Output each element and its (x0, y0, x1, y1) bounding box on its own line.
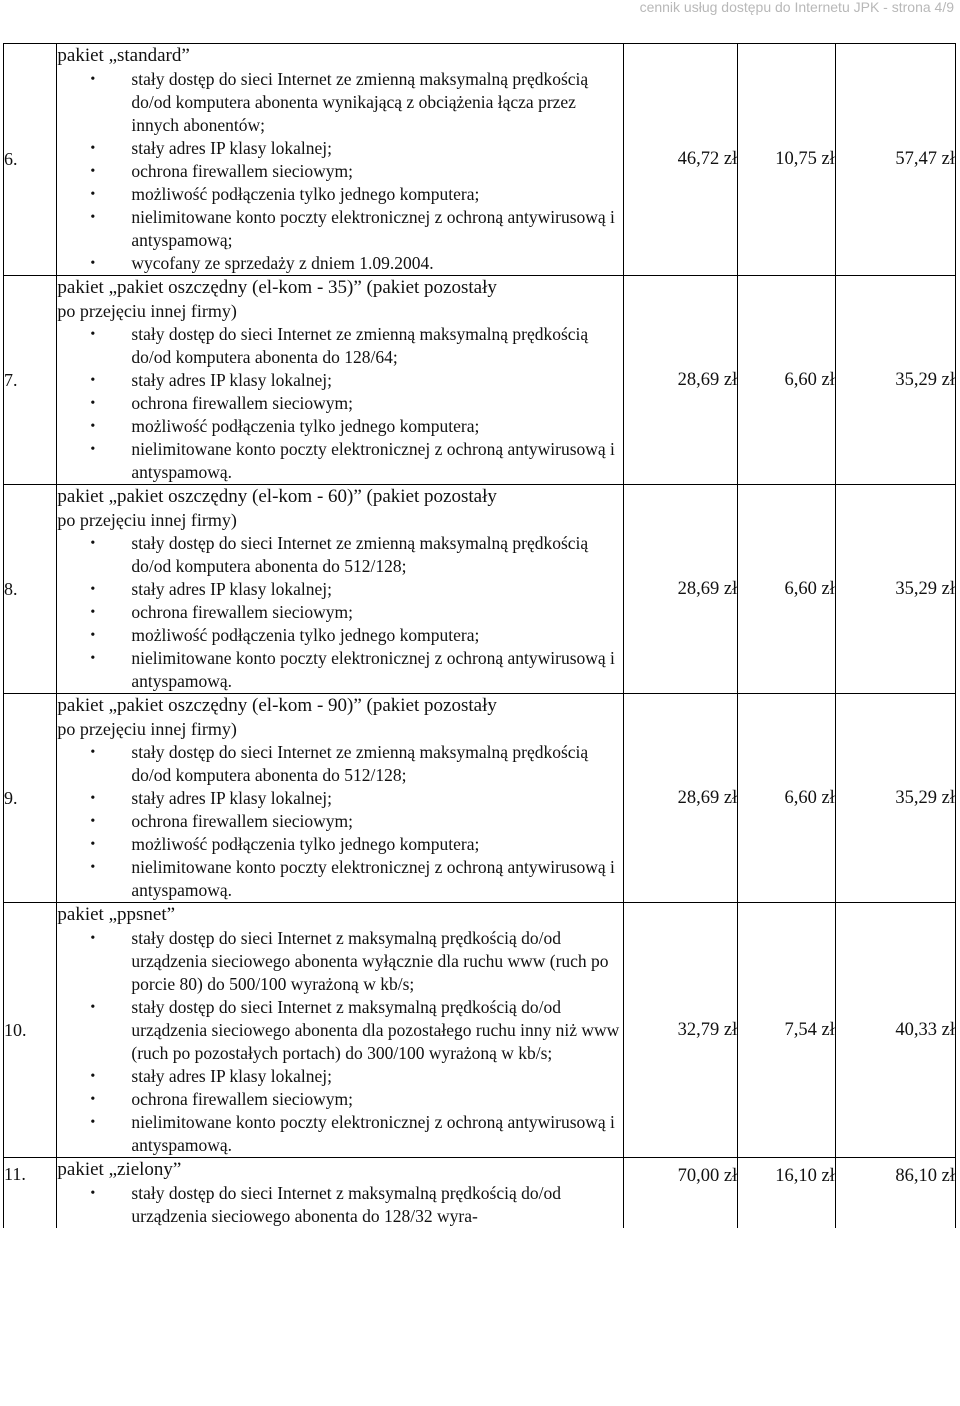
feature-item (57, 206, 623, 252)
feature-text: nielimitowane konto poczty elektronicznej z ochroną antywirusową i antyspamową. (131, 439, 615, 482)
table-row (4, 694, 956, 903)
package-description (57, 44, 624, 276)
bullet-icon: • (90, 582, 96, 597)
feature-item (57, 183, 623, 206)
feature-item (57, 1111, 623, 1157)
feature-text: stały adres IP klasy lokalnej; (131, 1066, 332, 1086)
feature-item (57, 741, 623, 787)
feature-text: stały dostęp do sieci Internet ze zmienną maksymalną prędkością do/od komputera abonenta do 512/128; (131, 533, 589, 576)
feature-item (57, 601, 623, 624)
feature-item (57, 856, 623, 902)
feature-item (57, 1065, 623, 1088)
price-net: 28,69 zł (624, 694, 738, 903)
feature-item (57, 392, 623, 415)
feature-item (57, 578, 623, 601)
feature-item (57, 369, 623, 392)
feature-text: wycofany ze sprzedaży z dniem 1.09.2004. (131, 253, 434, 273)
feature-list (57, 68, 623, 275)
feature-text: ochrona firewallem sieciowym; (131, 393, 353, 413)
bullet-icon: • (90, 141, 96, 156)
row-number: 10. (4, 903, 57, 1158)
price-vat: 7,54 zł (738, 903, 836, 1158)
table-row (4, 485, 956, 694)
package-subtitle: po przejęciu innej firmy) (57, 301, 237, 321)
feature-item (57, 1182, 623, 1228)
feature-item (57, 438, 623, 484)
table-row (4, 276, 956, 485)
feature-text: stały dostęp do sieci Internet z maksymalną prędkością do/od urządzenia sieciowego abonenta wyłącznie dla ruchu www (ruch po porcie 80) do 500/100 wyrażoną w kb/s; (131, 928, 609, 994)
feature-item (57, 160, 623, 183)
feature-item (57, 810, 623, 833)
package-description (57, 903, 624, 1158)
feature-item (57, 927, 623, 996)
bullet-icon: • (90, 1000, 96, 1015)
bullet-icon: • (90, 814, 96, 829)
table-row (4, 1158, 956, 1229)
feature-text: możliwość podłączenia tylko jednego komputera; (131, 625, 480, 645)
package-title: pakiet „pakiet oszczędny (el-kom - 35)” (pakiet pozostały (57, 277, 497, 298)
feature-item (57, 996, 623, 1065)
price-vat: 6,60 zł (738, 694, 836, 903)
bullet-icon: • (90, 164, 96, 179)
feature-list (57, 741, 623, 902)
feature-text: stały dostęp do sieci Internet z maksymalną prędkością do/od urządzenia sieciowego abonenta do 128/32 wyra- (131, 1183, 561, 1226)
row-number: 8. (4, 485, 57, 694)
feature-item (57, 624, 623, 647)
bullet-icon: • (90, 860, 96, 875)
package-title: pakiet „pakiet oszczędny (el-kom - 60)” (pakiet pozostały (57, 486, 497, 507)
price-gross: 35,29 zł (835, 694, 955, 903)
table-row (4, 903, 956, 1158)
price-gross: 86,10 zł (835, 1158, 955, 1229)
package-description (57, 276, 624, 485)
bullet-icon: • (90, 628, 96, 643)
bullet-icon: • (90, 536, 96, 551)
price-table-body (4, 44, 956, 1229)
bullet-icon: • (90, 745, 96, 760)
feature-item (57, 1088, 623, 1111)
feature-item (57, 833, 623, 856)
feature-list (57, 532, 623, 693)
package-subtitle: po przejęciu innej firmy) (57, 719, 237, 739)
feature-text: stały adres IP klasy lokalnej; (131, 788, 332, 808)
feature-text: stały dostęp do sieci Internet z maksymalną prędkością do/od urządzenia sieciowego abonenta dla pozostałego ruchu inny niż www (ruch po pozostałych portach) do 300/100 wyrażoną w kb/s; (131, 997, 620, 1063)
row-number: 9. (4, 694, 57, 903)
feature-text: ochrona firewallem sieciowym; (131, 161, 353, 181)
feature-item (57, 137, 623, 160)
package-description (57, 485, 624, 694)
price-gross: 57,47 zł (835, 44, 955, 276)
price-vat: 16,10 zł (738, 1158, 836, 1229)
table-row (4, 44, 956, 276)
price-gross: 40,33 zł (835, 903, 955, 1158)
feature-list (57, 927, 623, 1157)
feature-text: możliwość podłączenia tylko jednego komputera; (131, 834, 480, 854)
price-gross: 35,29 zł (835, 276, 955, 485)
price-net: 46,72 zł (624, 44, 738, 276)
feature-text: stały adres IP klasy lokalnej; (131, 579, 332, 599)
bullet-icon: • (90, 72, 96, 87)
row-number: 11. (4, 1158, 57, 1229)
bullet-icon: • (90, 1186, 96, 1201)
feature-text: stały dostęp do sieci Internet ze zmienną maksymalną prędkością do/od komputera abonenta do 128/64; (131, 324, 589, 367)
feature-item (57, 252, 623, 275)
feature-text: nielimitowane konto poczty elektronicznej z ochroną antywirusową i antyspamową. (131, 857, 615, 900)
bullet-icon: • (90, 605, 96, 620)
feature-item (57, 647, 623, 693)
bullet-icon: • (90, 373, 96, 388)
bullet-icon: • (90, 210, 96, 225)
feature-item (57, 532, 623, 578)
bullet-icon: • (90, 931, 96, 946)
bullet-icon: • (90, 1092, 96, 1107)
feature-item (57, 787, 623, 810)
feature-text: stały adres IP klasy lokalnej; (131, 138, 332, 158)
price-gross: 35,29 zł (835, 485, 955, 694)
price-vat: 6,60 zł (738, 276, 836, 485)
package-title: pakiet „zielony” (57, 1159, 182, 1180)
bullet-icon: • (90, 187, 96, 202)
bullet-icon: • (90, 419, 96, 434)
bullet-icon: • (90, 651, 96, 666)
package-title: pakiet „pakiet oszczędny (el-kom - 90)” (pakiet pozostały (57, 695, 497, 716)
bullet-icon: • (90, 791, 96, 806)
feature-item (57, 323, 623, 369)
feature-list (57, 323, 623, 484)
feature-item (57, 68, 623, 137)
price-vat: 10,75 zł (738, 44, 836, 276)
package-title: pakiet „ppsnet” (57, 904, 176, 925)
feature-list (57, 1182, 623, 1228)
feature-text: ochrona firewallem sieciowym; (131, 602, 353, 622)
bullet-icon: • (90, 327, 96, 342)
package-subtitle: po przejęciu innej firmy) (57, 510, 237, 530)
price-vat: 6,60 zł (738, 485, 836, 694)
feature-text: nielimitowane konto poczty elektronicznej z ochroną antywirusową i antyspamową. (131, 648, 615, 691)
feature-text: stały dostęp do sieci Internet ze zmienną maksymalną prędkością do/od komputera abonenta do 512/128; (131, 742, 589, 785)
bullet-icon: • (90, 396, 96, 411)
price-net: 28,69 zł (624, 276, 738, 485)
package-description (57, 1158, 624, 1229)
row-number: 6. (4, 44, 57, 276)
feature-text: ochrona firewallem sieciowym; (131, 1089, 353, 1109)
feature-text: ochrona firewallem sieciowym; (131, 811, 353, 831)
price-net: 70,00 zł (624, 1158, 738, 1229)
bullet-icon: • (90, 256, 96, 271)
package-description (57, 694, 624, 903)
feature-text: stały dostęp do sieci Internet ze zmienną maksymalną prędkością do/od komputera abonenta wynikającą z obciążenia łącza przez innych abonentów; (131, 69, 589, 135)
price-net: 32,79 zł (624, 903, 738, 1158)
feature-text: możliwość podłączenia tylko jednego komputera; (131, 184, 480, 204)
row-number: 7. (4, 276, 57, 485)
bullet-icon: • (90, 442, 96, 457)
package-title: pakiet „standard” (57, 45, 190, 66)
price-net: 28,69 zł (624, 485, 738, 694)
bullet-icon: • (90, 1115, 96, 1130)
bullet-icon: • (90, 1069, 96, 1084)
feature-text: nielimitowane konto poczty elektronicznej z ochroną antywirusową i antyspamową; (131, 207, 615, 250)
price-table (3, 43, 956, 1228)
page-header: cennik usług dostępu do Internetu JPK - strona 4/9 (639, 0, 954, 15)
feature-text: nielimitowane konto poczty elektronicznej z ochroną antywirusową i antyspamową. (131, 1112, 615, 1155)
feature-text: stały adres IP klasy lokalnej; (131, 370, 332, 390)
feature-item (57, 415, 623, 438)
feature-text: możliwość podłączenia tylko jednego komputera; (131, 416, 480, 436)
bullet-icon: • (90, 837, 96, 852)
